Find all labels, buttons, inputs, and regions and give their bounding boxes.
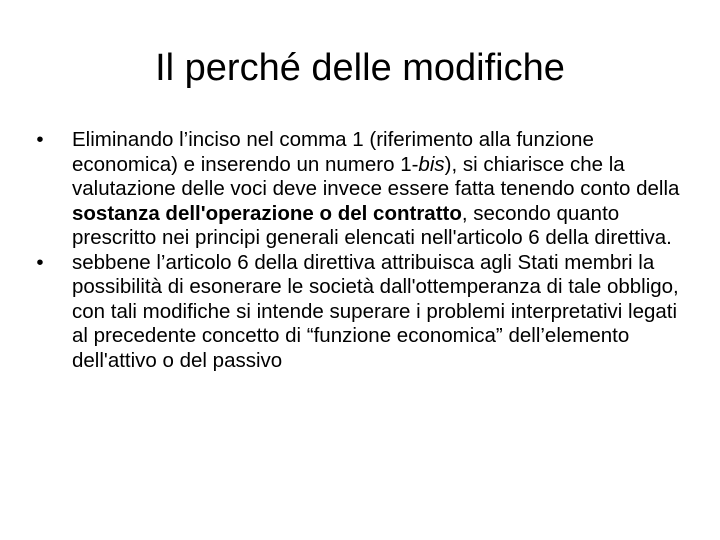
bullet-2-text: sebbene l’articolo 6 della direttiva attribuisca agli Stati membri la possibilità di esonerare le società dall'ottemperanza di tale obbligo, con tali modifiche si intende superare i problemi interpretativi legati al precedente concetto di “funzione economica” dell’elemento dell'attivo o del passivo xyxy=(72,250,679,372)
bullet-item-1 xyxy=(28,128,688,251)
bullet-1-text-part-3: ), si chiarisce che la valutazione delle voci deve invece essere fatta tenendo conto della xyxy=(72,152,680,200)
bullet-marker: • xyxy=(36,250,44,274)
bullet-1-bold-emphasis: sostanza dell'operazione o del contratto xyxy=(72,201,462,225)
bullet-1-text-part-5: , secondo quanto prescritto nei principi generali elencati nell'articolo 6 della direttiva. xyxy=(72,201,672,249)
bullet-1-italic-bis: bis xyxy=(418,152,445,176)
bullet-item-2 xyxy=(28,251,688,374)
bullet-1-text-part-1: Eliminando l’inciso nel comma 1 (riferimento alla funzione economica) e inserendo un numero 1- xyxy=(72,128,594,176)
bullet-marker: • xyxy=(36,128,44,151)
bullet-list xyxy=(28,128,688,373)
slide-title: Il perché delle modifiche xyxy=(155,47,565,89)
